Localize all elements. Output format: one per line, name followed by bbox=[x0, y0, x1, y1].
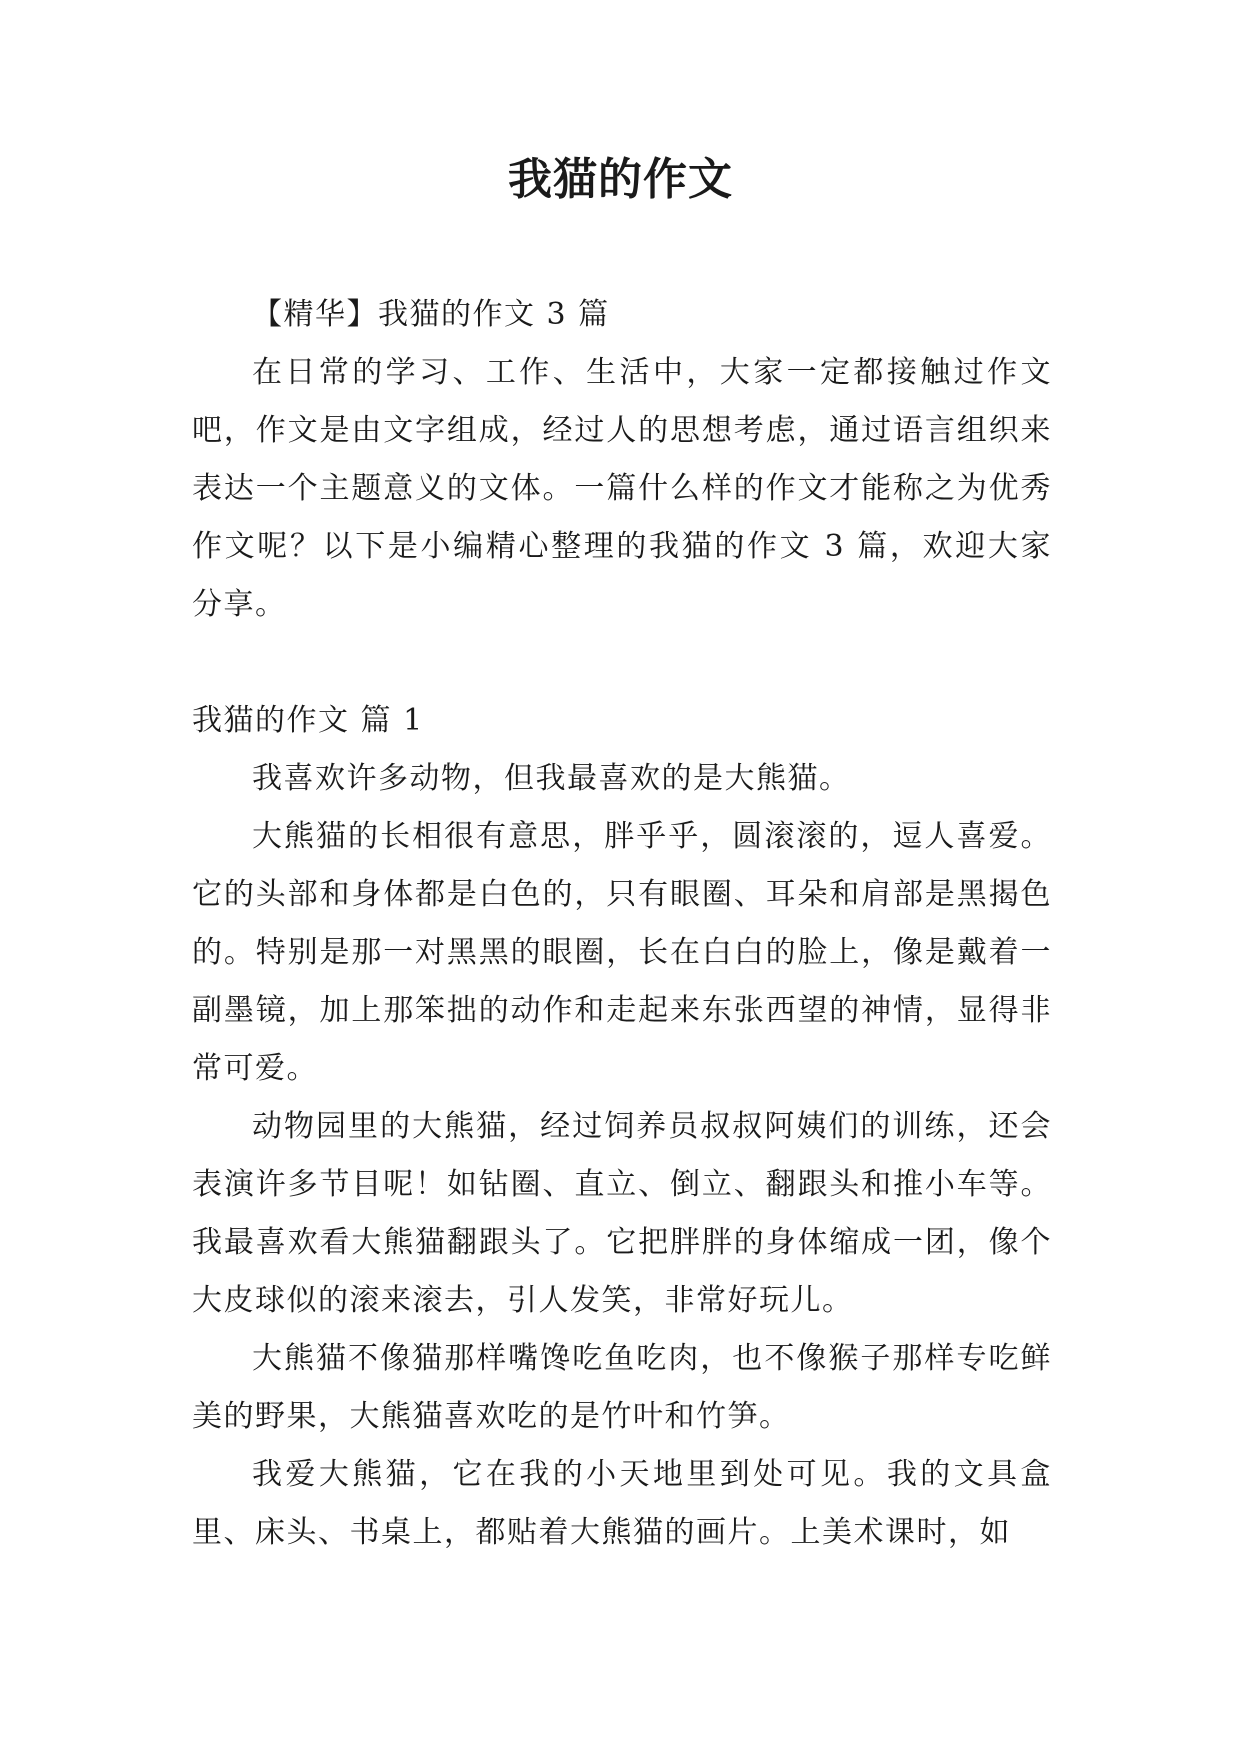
document-body bbox=[192, 286, 1052, 1562]
section-spacer bbox=[192, 634, 1052, 692]
body-paragraph: 我爱大熊猫，它在我的小天地里到处可见。我的文具盒里、床头、书桌上，都贴着大熊猫的画片。上美术课时，如 bbox=[192, 1457, 1052, 1550]
intro-paragraph: 在日常的学习、工作、生活中，大家一定都接触过作文吧，作文是由文字组成，经过人的思想考虑，通过语言组织来表达一个主题意义的文体。一篇什么样的作文才能称之为优秀作文呢？以下是小编精心整理的我猫的作文 3 篇，欢迎大家分享。 bbox=[192, 355, 1052, 622]
document-title: 我猫的作文 bbox=[508, 154, 733, 205]
section-heading: 我猫的作文 篇 1 bbox=[192, 703, 424, 738]
body-paragraph: 我喜欢许多动物，但我最喜欢的是大熊猫。 bbox=[252, 761, 851, 796]
body-paragraph: 动物园里的大熊猫，经过饲养员叔叔阿姨们的训练，还会表演许多节目呢！如钻圈、直立、倒立、翻跟头和推小车等。我最喜欢看大熊猫翻跟头了。它把胖胖的身体缩成一团，像个大皮球似的滚来滚去，引人发笑，非常好玩儿。 bbox=[192, 1109, 1052, 1318]
document-subtitle: 【精华】我猫的作文 3 篇 bbox=[252, 297, 610, 332]
body-paragraph: 大熊猫不像猫那样嘴馋吃鱼吃肉，也不像猴子那样专吃鲜美的野果，大熊猫喜欢吃的是竹叶和竹笋。 bbox=[192, 1341, 1052, 1434]
body-paragraph: 大熊猫的长相很有意思，胖乎乎，圆滚滚的，逗人喜爱。它的头部和身体都是白色的，只有眼圈、耳朵和肩部是黑揭色的。特别是那一对黑黑的眼圈，长在白白的脸上，像是戴着一副墨镜，加上那笨拙的动作和走起来东张西望的神情，显得非常可爱。 bbox=[192, 819, 1052, 1086]
